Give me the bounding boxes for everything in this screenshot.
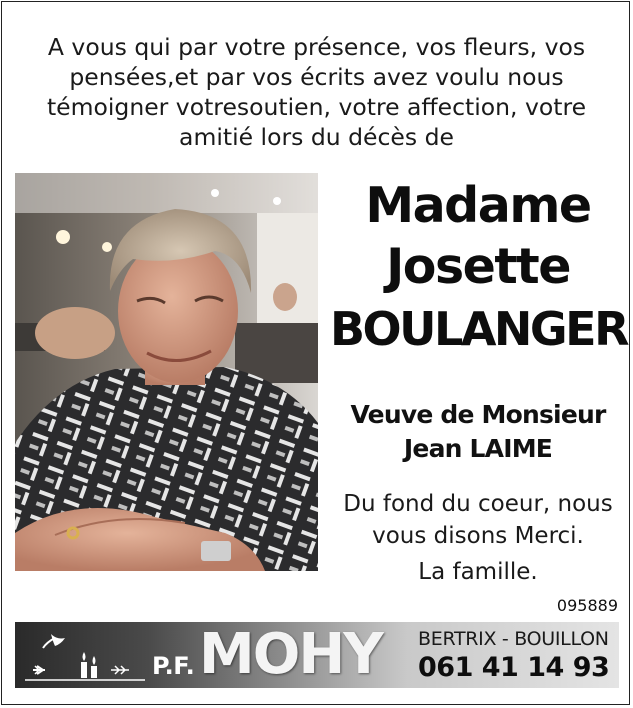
intro-line: amitié lors du décès de	[179, 123, 454, 151]
funeral-home-prefix: P.F.	[152, 652, 195, 680]
intro-line: A vous qui par votre présence, vos fleurs, vos	[47, 33, 586, 61]
name-title: Madame	[365, 177, 591, 234]
deceased-name	[330, 176, 626, 360]
name-last: BOULANGER	[330, 302, 628, 356]
thanks-line: Du fond du coeur, nous	[343, 491, 613, 517]
widow-of	[330, 398, 626, 466]
name-first: Josette	[386, 238, 570, 295]
reference-number: 095889	[556, 596, 618, 615]
intro-text	[20, 32, 613, 152]
funeral-home-towns: BERTRIX - BOUILLON	[418, 628, 609, 650]
thanks-line: vous disons Merci.	[372, 523, 584, 549]
family-signature: La famille.	[418, 559, 538, 585]
funeral-home-name: MOHY	[199, 622, 382, 687]
dove-candle-icon	[25, 628, 145, 684]
intro-line: pensées,et par vos écrits avez voulu nous	[69, 63, 564, 91]
widow-line: Veuve de Monsieur	[350, 400, 606, 429]
funeral-home-banner	[15, 622, 619, 688]
widow-line: Jean LAIME	[403, 434, 553, 463]
intro-line: témoigner votresoutien, votre affection, votre	[46, 93, 587, 121]
funeral-home-phone: 061 41 14 93	[418, 652, 610, 683]
thanks-message	[330, 488, 626, 552]
portrait-photo	[15, 173, 318, 571]
